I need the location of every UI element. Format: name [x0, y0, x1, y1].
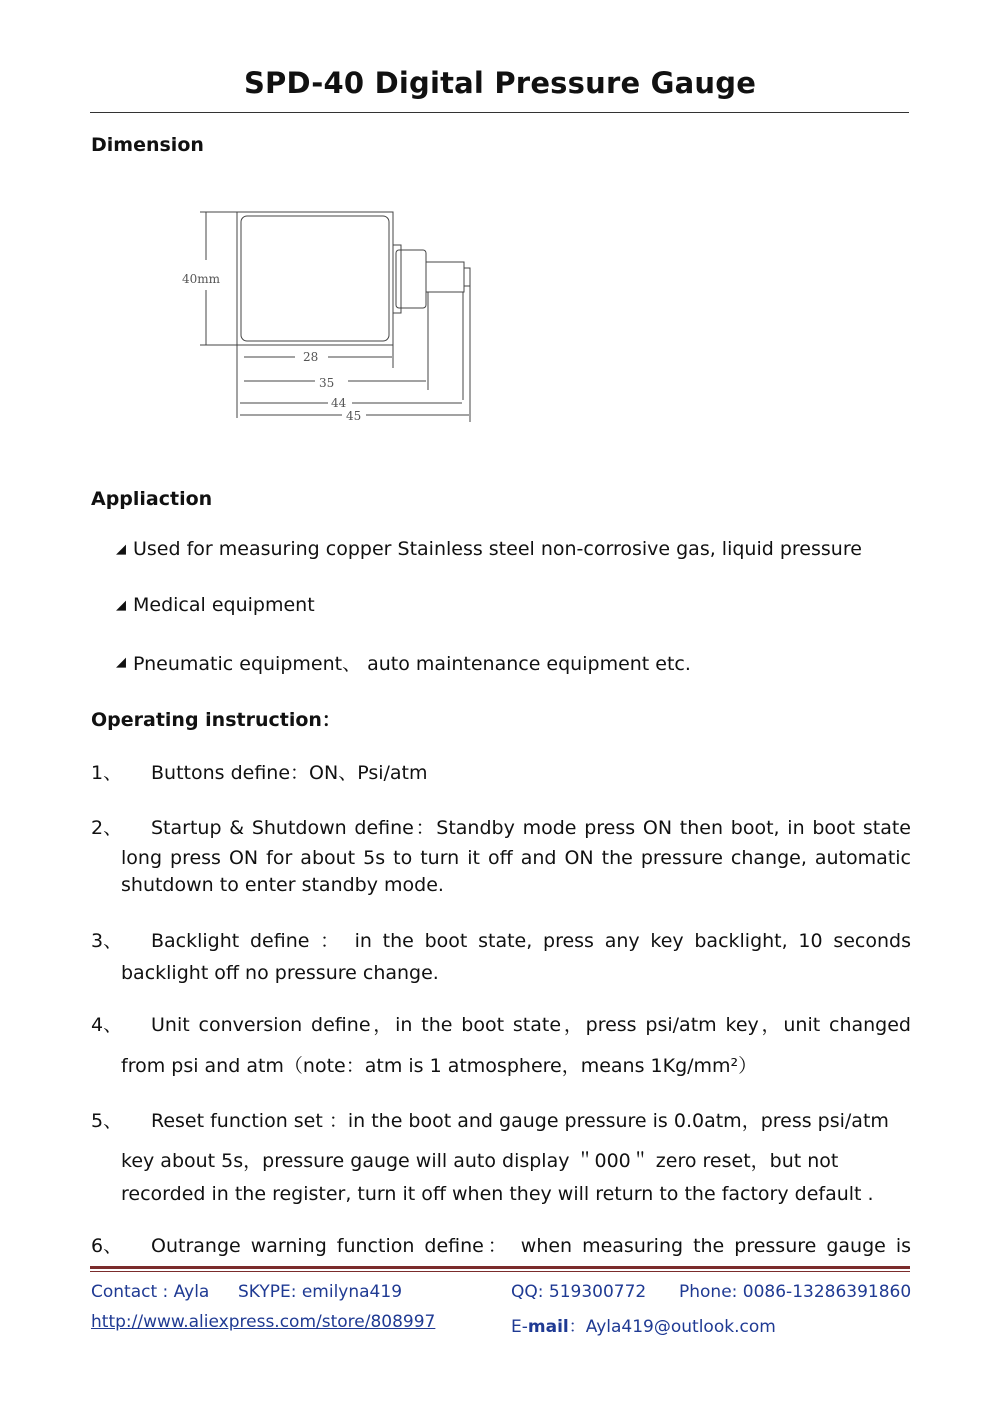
footer-skype: SKYPE: emilyna419 — [238, 1282, 403, 1302]
triangle-bullet-icon: ◢ — [116, 655, 126, 670]
dimension-heading: Dimension — [91, 134, 204, 156]
instruction-number: 3、 — [91, 930, 123, 952]
height-label: 40mm — [182, 272, 221, 286]
footer-phone: Phone: 0086-13286391860 — [679, 1282, 912, 1302]
operating-heading: Operating instruction： — [91, 709, 341, 731]
instruction-number: 5、 — [91, 1110, 123, 1132]
footer-divider — [90, 1266, 910, 1269]
dim-44-label: 44 — [331, 396, 347, 410]
gauge-body-outline — [237, 212, 393, 345]
application-item: ◢ Used for measuring copper Stainless steel non-corrosive gas, liquid pressure — [116, 538, 862, 560]
instruction-item: 1、 Buttons define：ON、Psi/atm — [91, 758, 911, 788]
triangle-bullet-icon: ◢ — [116, 541, 126, 557]
dim-45-label: 45 — [346, 409, 362, 423]
instruction-item: 3、 Backlight define ： in the boot state, press any key backlight, 10 seconds backlight off no pressure change. — [91, 926, 911, 988]
dim-28-label: 28 — [303, 350, 319, 364]
dim-35-label: 35 — [319, 376, 335, 390]
title-divider — [90, 112, 909, 113]
store-url-link[interactable]: http://www.aliexpress.com/store/808997 — [91, 1312, 436, 1332]
dimension-drawing — [170, 200, 490, 430]
instruction-number: 2、 — [91, 817, 123, 839]
footer-store-link[interactable] — [91, 1312, 435, 1332]
application-item: ◢ Pneumatic equipment、 auto maintenance equipment etc. — [116, 653, 691, 675]
application-heading: Appliaction — [91, 488, 213, 510]
application-item: ◢ Medical equipment — [116, 594, 315, 616]
footer-email: E-mail：Ayla419@outlook.com — [511, 1317, 776, 1337]
footer-qq: QQ: 519300772 — [511, 1282, 647, 1302]
instruction-number: 1、 — [91, 762, 123, 784]
triangle-bullet-icon: ◢ — [116, 597, 126, 613]
instruction-item: 4、 Unit conversion define，in the boot state，press psi/atm key，unit changed from psi and atm（note：atm is 1 atmosphere，means 1Kg/mm²） — [91, 1010, 911, 1086]
footer-contact: Contact : Ayla — [91, 1282, 210, 1302]
instruction-item: 2、 Startup & Shutdown define：Standby mode press ON then boot, in boot state long press ON for about 5s to turn it off and ON the pressure change, automatic shutdown to enter standby mode. — [91, 813, 911, 900]
instruction-number: 4、 — [91, 1014, 123, 1036]
page-title: SPD-40 Digital Pressure Gauge — [243, 66, 757, 100]
instruction-item: 6、 Outrange warning function define： when measuring the pressure gauge is — [91, 1231, 911, 1261]
footer-divider-thin — [90, 1271, 910, 1272]
instruction-item: 5、 Reset function set ：in the boot and gauge pressure is 0.0atm，press psi/atm key about 5s，pressure gauge will auto display ＂000＂ zero reset，but not recorded in the register, turn it off when they will return to the factory default . — [91, 1106, 911, 1209]
gauge-face — [241, 216, 389, 341]
instruction-number: 6、 — [91, 1235, 123, 1257]
